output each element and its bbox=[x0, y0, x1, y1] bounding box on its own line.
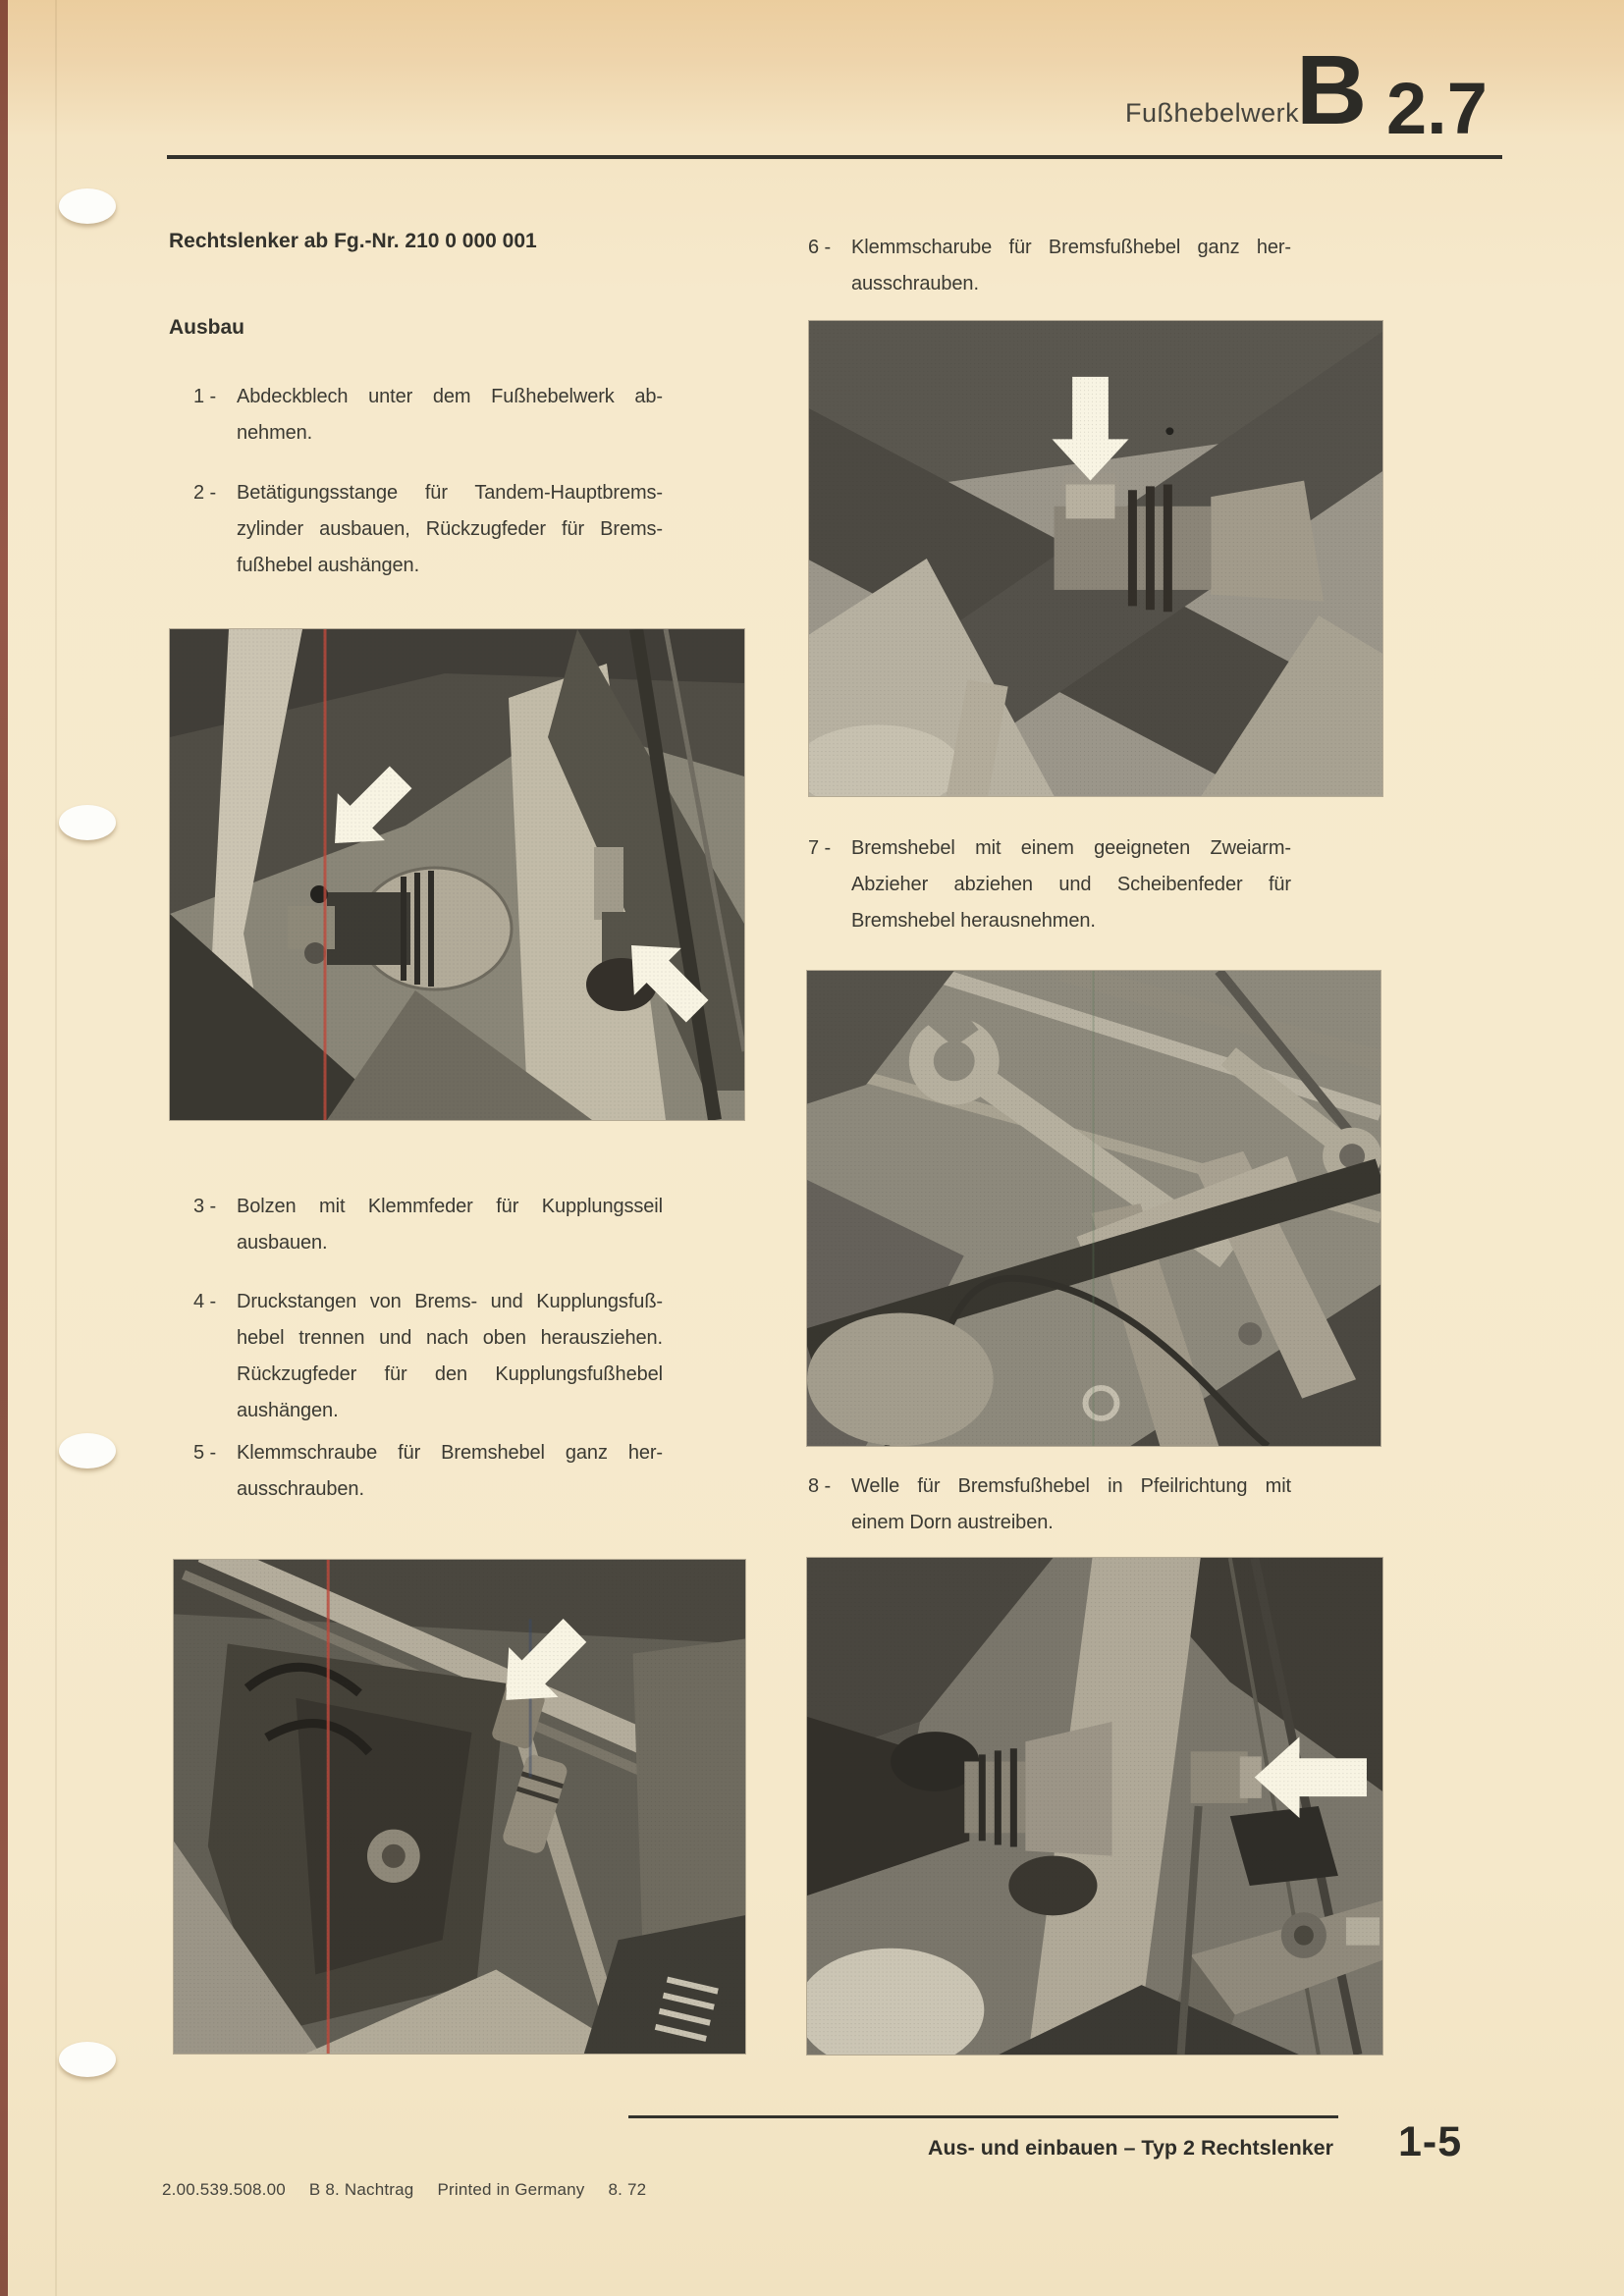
imprint-date: 8. 72 bbox=[608, 2180, 647, 2199]
step-item-8 bbox=[808, 1468, 1291, 1541]
photo-two-arm-puller bbox=[807, 971, 1380, 1446]
step-line: Klemmscharube für Bremsfußhebel ganz her- bbox=[851, 237, 1291, 258]
step-line: Bolzen mit Klemmfeder für Kupplungsseil bbox=[237, 1196, 663, 1217]
step-line: Betätigungsstange für Tandem-Hauptbrems- bbox=[237, 482, 663, 504]
photo-clamp-screw bbox=[809, 321, 1382, 796]
step-item-4 bbox=[193, 1284, 663, 1429]
step-number: 7 - bbox=[808, 837, 832, 859]
step-line: ausschrauben. bbox=[851, 273, 979, 294]
step-line: Bremshebel mit einem geeigneten Zweiarm- bbox=[851, 837, 1291, 859]
step-item-2 bbox=[193, 475, 663, 584]
step-line: Druckstangen von Brems- und Kupplungsfuß- bbox=[237, 1291, 663, 1312]
section-letter: B bbox=[1296, 35, 1368, 145]
header-rule bbox=[167, 155, 1502, 159]
step-line: Klemmschraube für Bremshebel ganz her- bbox=[237, 1442, 663, 1464]
step-item-3 bbox=[193, 1189, 663, 1261]
step-number: 6 - bbox=[808, 237, 832, 258]
step-item-1 bbox=[193, 379, 663, 452]
step-item-5 bbox=[193, 1435, 663, 1508]
step-line: aushängen. bbox=[237, 1400, 339, 1421]
footer-rule bbox=[628, 2115, 1338, 2118]
imprint-printed-in: Printed in Germany bbox=[437, 2180, 585, 2199]
photo-pushrod bbox=[174, 1560, 745, 2054]
section-number: 2.7 bbox=[1386, 68, 1488, 149]
step-number: 8 - bbox=[808, 1475, 832, 1497]
chassis-number-heading: Rechtslenker ab Fg.-Nr. 210 0 000 001 bbox=[169, 230, 537, 252]
removal-heading: Ausbau bbox=[169, 316, 245, 339]
step-line: einem Dorn austreiben. bbox=[851, 1512, 1054, 1533]
step-line: fußhebel aushängen. bbox=[237, 555, 420, 576]
step-line: ausschrauben. bbox=[237, 1478, 364, 1500]
section-title: Fußhebelwerk bbox=[1125, 98, 1300, 128]
step-line: Rückzugfeder für den Kupplungsfußhebel bbox=[237, 1363, 663, 1385]
step-number: 2 - bbox=[193, 482, 217, 504]
step-item-7 bbox=[808, 830, 1291, 939]
step-item-6 bbox=[808, 230, 1291, 302]
step-line: ausbauen. bbox=[237, 1232, 328, 1254]
step-number: 4 - bbox=[193, 1291, 217, 1312]
step-number: 3 - bbox=[193, 1196, 217, 1217]
step-line: Abzieher abziehen und Scheibenfeder für bbox=[851, 874, 1291, 895]
imprint-part-number: 2.00.539.508.00 bbox=[162, 2180, 286, 2199]
imprint-supplement: B 8. Nachtrag bbox=[308, 2180, 414, 2199]
step-line: zylinder ausbauen, Rückzugfeder für Brems- bbox=[237, 518, 663, 540]
step-number: 1 - bbox=[193, 386, 217, 407]
page-edge-stripe bbox=[0, 0, 8, 2296]
page-number: 1-5 bbox=[1398, 2118, 1463, 2165]
photo-brake-pedal-shaft bbox=[807, 1558, 1382, 2055]
step-line: hebel trennen und nach oben herausziehen. bbox=[237, 1327, 663, 1349]
punch-hole bbox=[59, 188, 116, 224]
step-line: Abdeckblech unter dem Fußhebelwerk ab- bbox=[237, 386, 663, 407]
chapter-title: Aus- und einbauen – Typ 2 Rechtslenker bbox=[928, 2136, 1333, 2160]
imprint-line bbox=[162, 2180, 646, 2200]
step-line: nehmen. bbox=[237, 422, 313, 444]
punch-hole bbox=[59, 2042, 116, 2077]
step-line: Bremshebel herausnehmen. bbox=[851, 910, 1096, 932]
step-number: 5 - bbox=[193, 1442, 217, 1464]
punch-hole bbox=[59, 1433, 116, 1468]
photo-master-cylinder bbox=[170, 629, 744, 1120]
punch-hole bbox=[59, 805, 116, 840]
paper-crease bbox=[55, 0, 57, 2296]
step-line: Welle für Bremsfußhebel in Pfeilrichtung mit bbox=[851, 1475, 1291, 1497]
